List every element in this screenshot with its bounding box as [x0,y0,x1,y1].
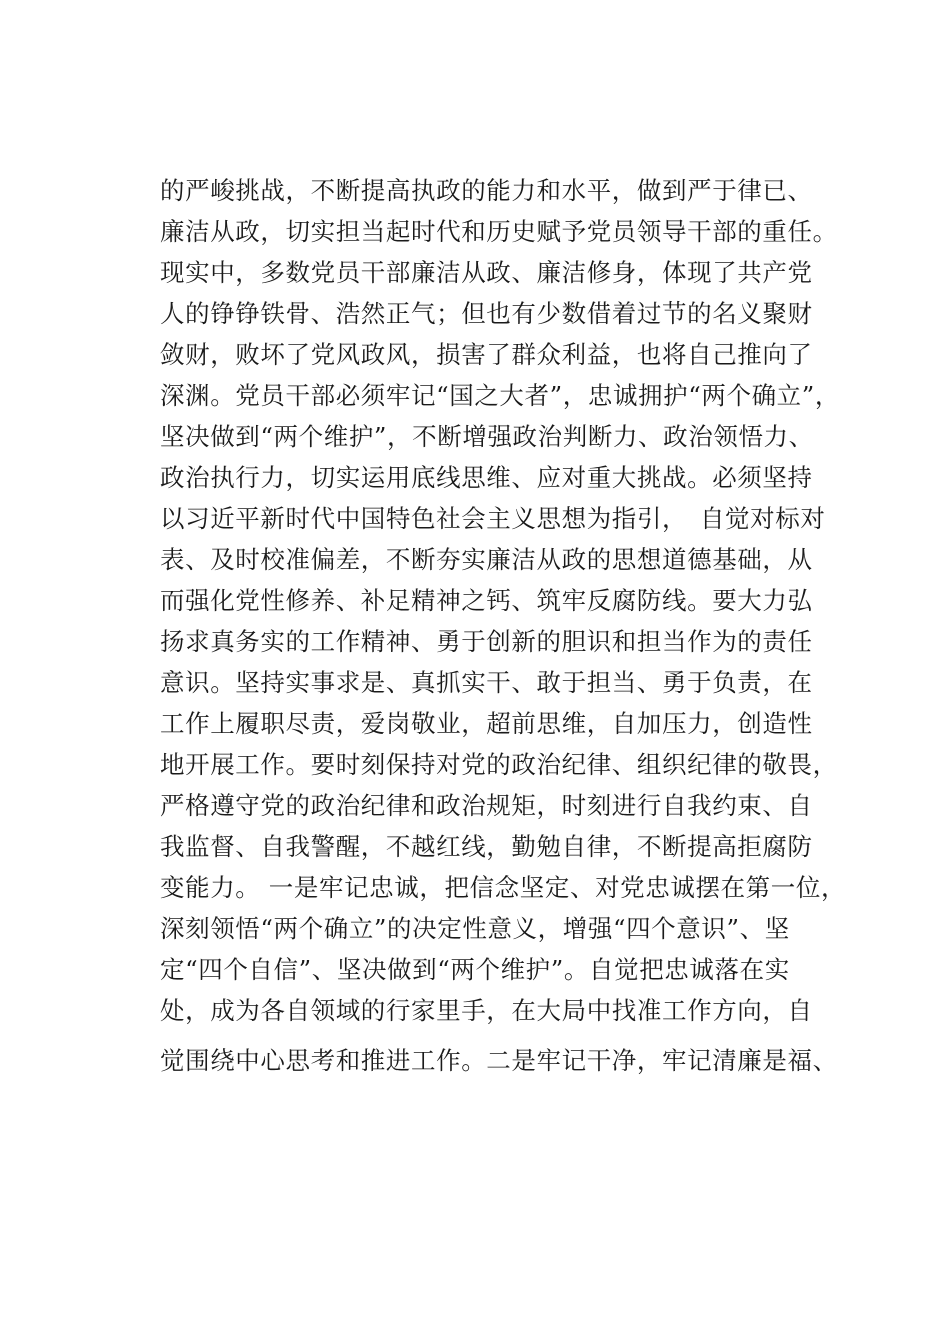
text-line: 定“四个自信”、坚决做到“两个维护”。自觉把忠诚落在实 [160,955,790,984]
text-line: 现实中，多数党员干部廉洁从政、廉洁修身，体现了共产党 [160,258,813,287]
text-line: 意识。坚持实事求是、真抓实干、敢于担当、勇于负责，在 [160,668,813,697]
text-line: 深刻领悟“两个确立”的决定性意义，增强“四个意识”、坚 [160,914,790,943]
text-line: 政治执行力，切实运用底线思维、应对重大挑战。必须坚持 [160,463,813,492]
text-line: 地开展工作。要时刻保持对党的政治纪律、组织纪律的敬畏， [160,750,838,779]
text-line: 工作上履职尽责，爱岗敬业，超前思维，自加压力，创造性 [160,709,813,738]
text-line: 廉洁从政，切实担当起时代和历史赋予党员领导干部的重任。 [160,217,838,246]
text-line: 变能力。 一是牢记忠诚，把信念坚定、对党忠诚摆在第一位， [160,873,847,902]
text-line: 而强化党性修养、补足精神之钙、筑牢反腐防线。要大力弘 [160,586,813,615]
text-line: 表、及时校准偏差，不断夯实廉洁从政的思想道德基础，从 [160,545,813,574]
text-line: 深渊。党员干部必须牢记“国之大者”，忠诚拥护“两个确立”， [160,381,840,410]
text-line: 坚决做到“两个维护”，不断增强政治判断力、政治领悟力、 [160,422,814,451]
text-line: 人的铮铮铁骨、浩然正气；但也有少数借着过节的名义聚财 [160,299,813,328]
text-line: 的严峻挑战，不断提高执政的能力和水平，做到严于律已、 [160,176,813,205]
text-line: 扬求真务实的工作精神、勇于创新的胆识和担当作为的责任 [160,627,813,656]
text-line: 严格遵守党的政治纪律和政治规矩，时刻进行自我约束、自 [160,791,813,820]
text-line: 处，成为各自领域的行家里手，在大局中找准工作方向，自 [160,996,813,1025]
text-line: 敛财，败坏了党风政风，损害了群众利益，也将自己推向了 [160,340,813,369]
body-text [160,170,847,1081]
text-line: 以习近平新时代中国特色社会主义思想为指引， 自觉对标对 [160,504,826,533]
text-line: 觉围绕中心思考和推进工作。二是牢记干净，牢记清廉是福、 [160,1046,838,1075]
text-line: 我监督、自我警醒，不越红线，勤勉自律，不断提高拒腐防 [160,832,813,861]
